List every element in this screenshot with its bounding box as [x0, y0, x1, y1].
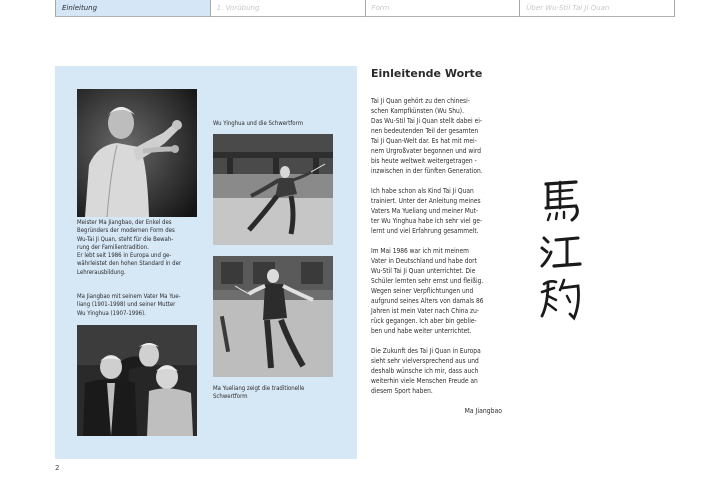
signature: Ma Jiangbao [464, 407, 502, 415]
tab-form[interactable]: Form [365, 0, 520, 17]
page-number: 2 [55, 464, 60, 472]
sword-bottom-caption: Ma Yueliang zeigt die traditionelle Schwertform [213, 385, 305, 401]
chapter-tabs [55, 0, 675, 18]
paragraph: Im Mai 1986 war ich mit meinem Vater in Deutschland und habe dort Wu-Stil Tai Ji Quan unterrichtet. Die Schüler lernten sehr ernst und fleißig. Wegen seiner Verpflichtungen und aufgrund seines Alters von damals 86 Jahren ist mein Vater nach China zu- rück gegangen. Ich aber bin geblie- ben und habe weiter unterrichtet. [371, 247, 484, 335]
portrait-caption: Meister Ma Jiangbao, der Enkel des Begründers der modernen Form des Wu-Tai Ji Quan, steht für die Bewah- rung der Familientradition. Er lebt seit 1986 in Europa und ge- währleistet den hohen Standard in der Lehrerausbildung. [77, 219, 182, 276]
sword-form-photo-top [213, 134, 333, 245]
tab-einleitung[interactable]: Einleitung [55, 0, 210, 17]
article-heading: Einleitende Worte [371, 67, 483, 80]
sword-form-photo-bottom [213, 256, 333, 377]
tab-vorubung[interactable]: 1. Vorübung [210, 0, 365, 17]
portrait-photo [77, 89, 197, 217]
article-body [371, 96, 507, 406]
paragraph: Tai Ji Quan gehört zu den chinesi- schen Kampfkünsten (Wu Shu). Das Wu-Stil Tai Ji Quan stellt dabei ei- nen bedeutenden Teil der gesamten Tai Ji Quan-Welt dar. Es hat mit mei- nem Urgroßvater begonnen und wird bis heute weltweit weitergetragen - inzwischen in der fünften Generation. [371, 97, 483, 175]
tab-uber-wu-stil[interactable]: Über Wu-Stil Tai Ji Quan [519, 0, 675, 17]
calligraphy-name [536, 178, 586, 326]
paragraph: Ich habe schon als Kind Tai Ji Quan trainiert. Unter der Anleitung meines Vaters Ma Yueliang und meiner Mut- ter Wu Yinghua habe ich sehr viel ge- lernt und viel Erfahrung gesammelt. [371, 187, 483, 235]
paragraph: Die Zukunft des Tai Ji Quan in Europa sieht sehr vielversprechend aus und deshalb wünsche ich mir, dass auch weiterhin viele Menschen Freude an diesem Sport haben. [371, 347, 481, 395]
family-photo [77, 325, 197, 436]
family-caption: Ma Jiangbao mit seinem Vater Ma Yue- liang (1901-1998) und seiner Mutter Wu Yinghua (1907-1996). [77, 293, 181, 317]
sword-top-caption: Wu Yinghua und die Schwertform [213, 120, 303, 127]
